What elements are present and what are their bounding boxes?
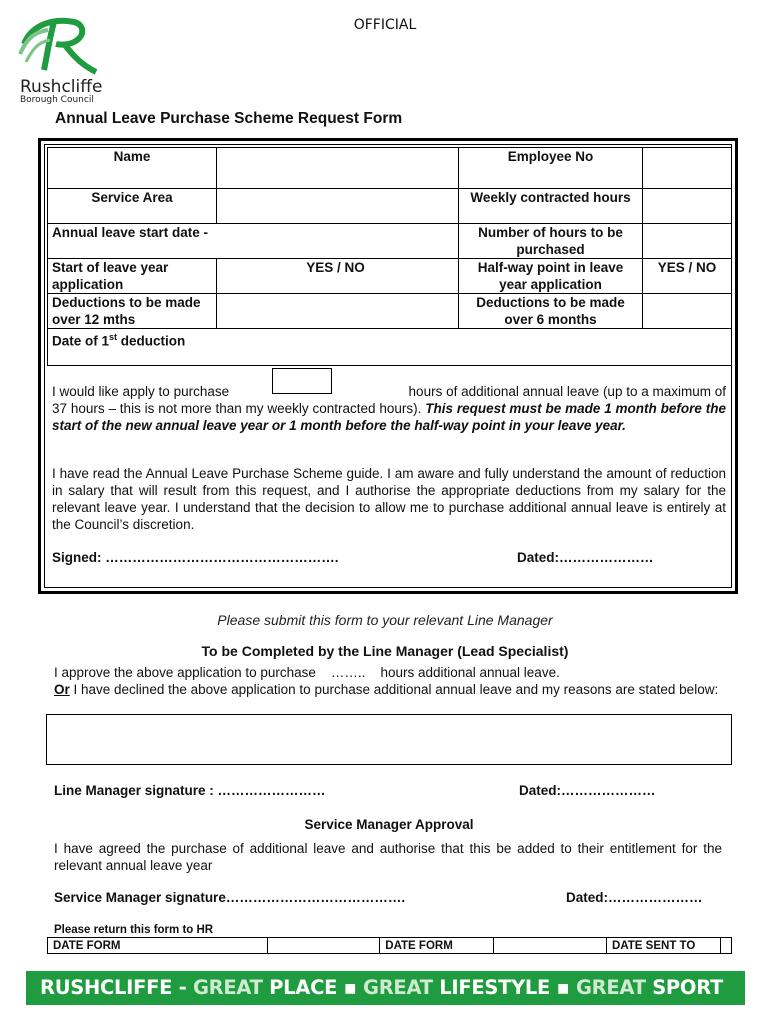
hours-to-purchase-label: Number of hours to be purchased	[459, 224, 643, 259]
purchase-intro: I would like apply to purchase	[52, 384, 230, 399]
line-manager-approve: I approve the above application to purchase …….. hours additional annual leave.	[54, 665, 560, 680]
service-manager-dated[interactable]: Dated:…………………	[566, 890, 703, 905]
service-area-input[interactable]	[217, 189, 459, 224]
purchase-hours-text: hours of additional annual leave (up to a maximum of	[408, 384, 726, 399]
deduct-12-label: Deductions to be made over 12 mths	[48, 294, 217, 329]
hr-date-form-1-value[interactable]	[267, 938, 380, 954]
hours-purchase-input[interactable]	[272, 368, 332, 394]
dated-line[interactable]: Dated:…………………	[517, 550, 654, 565]
form-title: Annual Leave Purchase Scheme Request Form	[55, 110, 403, 127]
first-deduction-field[interactable]: Date of 1st deduction	[48, 329, 732, 366]
deduct-6-label: Deductions to be made over 6 months	[459, 294, 643, 329]
weekly-hours-label: Weekly contracted hours	[459, 189, 643, 224]
service-manager-signature[interactable]: Service Manager signature………………………………….	[54, 890, 406, 905]
logo-org-name: Rushcliffe	[20, 77, 103, 97]
purchase-max-text: 37 hours – this is not more than my weekly contracted hours).	[52, 401, 422, 416]
employee-no-input[interactable]	[643, 148, 732, 189]
hours-to-purchase-input[interactable]	[643, 224, 732, 259]
deadline-text: This request must be made 1 month before the start of the new annual leave year or 1 month before the half-way point in your leave year.	[52, 401, 726, 433]
employee-no-label: Employee No	[459, 148, 643, 189]
submit-note: Please submit this form to your relevant Line Manager	[217, 612, 553, 628]
line-manager-declined: Or I have declined the above application to purchase additional annual leave and my reasons are stated below:	[54, 682, 719, 697]
start-date-field[interactable]: Annual leave start date -	[48, 224, 459, 259]
declaration-paragraph-2: I have read the Annual Leave Purchase Scheme guide. I am aware and fully understand the amount of reduction in salary that will result from this request, and I authorise the appropriate deductions from my salary for the relevant leave year. I understand that the decision to allow me to purchase additional annual leave is entirely at the Council’s discretion.	[52, 466, 726, 532]
declaration-paragraph-1	[52, 383, 726, 434]
hr-date-form-2-value[interactable]	[494, 938, 607, 954]
line-manager-heading: To be Completed by the Line Manager (Lead Specialist)	[201, 643, 569, 659]
name-input[interactable]	[217, 148, 459, 189]
line-manager-dated[interactable]: Dated:…………………	[519, 783, 656, 798]
classification-label: OFFICIAL	[353, 17, 417, 33]
employee-details-table	[47, 147, 732, 366]
name-label: Name	[48, 148, 217, 189]
service-manager-text: I have agreed the purchase of additional leave and authorise that this be added to their entitlement for the relevant annual leave year	[54, 841, 722, 873]
line-manager-signature[interactable]: Line Manager signature : ……………………	[54, 783, 326, 798]
start-year-yes-no[interactable]: YES / NO	[217, 259, 459, 294]
hr-date-form-2: DATE FORM	[380, 938, 494, 954]
deduct-12-input[interactable]	[217, 294, 459, 329]
deduct-6-input[interactable]	[643, 294, 732, 329]
return-to-hr-note: Please return this form to HR	[54, 924, 214, 936]
service-manager-heading: Service Manager Approval	[304, 817, 474, 832]
weekly-hours-input[interactable]	[643, 189, 732, 224]
hr-date-sent-value[interactable]	[721, 938, 732, 954]
hr-date-form-1: DATE FORM	[48, 938, 268, 954]
start-year-label: Start of leave year application	[48, 259, 217, 294]
footer-banner: RUSHCLIFFE - GREAT PLACE ▪ GREAT LIFESTYLE ▪ GREAT SPORT	[26, 971, 745, 1005]
logo-org-sub: Borough Council	[20, 95, 94, 105]
halfway-label: Half-way point in leave year application	[459, 259, 643, 294]
hr-dates-table	[47, 937, 732, 954]
service-area-label: Service Area	[48, 189, 217, 224]
rushcliffe-emblem-icon	[14, 14, 124, 76]
decline-reason-input[interactable]	[46, 714, 732, 765]
signed-line[interactable]: Signed: …………………………………………….	[52, 550, 339, 565]
halfway-yes-no[interactable]: YES / NO	[643, 259, 732, 294]
hr-date-sent: DATE SENT TO	[607, 938, 721, 954]
